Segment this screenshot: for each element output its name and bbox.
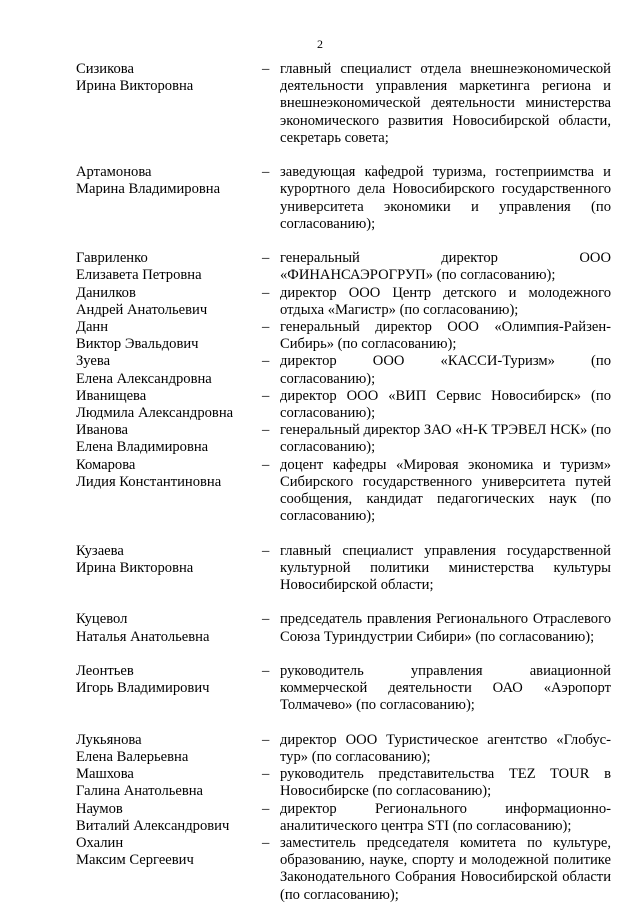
member-given-names: Галина Анатольевна bbox=[76, 783, 204, 800]
member-name bbox=[76, 766, 262, 800]
member-given-names: Максим Сергеевич bbox=[76, 852, 194, 869]
dash-separator: – bbox=[262, 800, 270, 817]
member-position: главный специалист отдела внешнеэкономической деятельности управления маркетинга региона и внешнеэкономической деятельности министерства экономического развития Новосибирской области, секретарь совета; bbox=[280, 61, 611, 146]
member-entry bbox=[76, 766, 611, 800]
member-given-names: Елизавета Петровна bbox=[76, 267, 202, 284]
dash-separator: – bbox=[262, 387, 270, 404]
member-given-names: Людмила Александровна bbox=[76, 405, 234, 422]
member-entry bbox=[76, 285, 611, 319]
dash-separator: – bbox=[262, 61, 270, 77]
member-surname: Куцевол bbox=[76, 611, 128, 628]
member-position: заместитель председателя комитета по культуре, образованию, науке, спорту и молодежной политике Законодательного Собрания Новосибирской области (по согласованию); bbox=[280, 835, 611, 903]
member-name bbox=[76, 801, 262, 835]
member-name bbox=[76, 285, 262, 319]
member-given-names: Виктор Эвальдович bbox=[76, 336, 199, 353]
member-name bbox=[76, 457, 262, 491]
member-given-names: Елена Валерьевна bbox=[76, 749, 189, 766]
member-given-names: Марина Владимировна bbox=[76, 181, 221, 198]
member-position: генеральный директор ЗАО «Н-К ТРЭВЕЛ НСК» (по согласованию); bbox=[280, 422, 611, 456]
member-surname: Артамонова bbox=[76, 164, 152, 181]
dash-separator: – bbox=[262, 663, 270, 680]
member-entry bbox=[76, 61, 611, 147]
council-members-list bbox=[76, 61, 611, 904]
member-given-names: Андрей Анатольевич bbox=[76, 301, 208, 318]
member-name bbox=[76, 611, 262, 645]
dash-separator: – bbox=[262, 250, 270, 267]
member-name bbox=[76, 732, 262, 766]
member-entry bbox=[76, 353, 611, 387]
member-entry bbox=[76, 457, 611, 526]
member-position: директор Регионального информационно-аналитического центра STI (по согласованию); bbox=[280, 800, 611, 834]
member-name bbox=[76, 164, 262, 198]
dash-separator: – bbox=[262, 164, 270, 181]
member-position: главный специалист управления государственной культурной политики министерства культуры Новосибирской области; bbox=[280, 542, 611, 594]
member-entry bbox=[76, 250, 611, 284]
dash-separator: – bbox=[262, 731, 270, 748]
member-surname: Иванова bbox=[76, 422, 128, 439]
dash-separator: – bbox=[262, 611, 270, 628]
member-entry bbox=[76, 835, 611, 904]
dash-separator: – bbox=[262, 353, 270, 370]
member-entry bbox=[76, 388, 611, 422]
member-entry bbox=[76, 164, 611, 233]
member-position: заведующая кафедрой туризма, гостеприимства и курортного дела Новосибирского государственного университета экономики и управления (по согласованию); bbox=[280, 164, 611, 232]
member-entry bbox=[76, 663, 611, 715]
dash-separator: – bbox=[262, 456, 270, 473]
dash-separator: – bbox=[262, 422, 270, 439]
member-position: директор ООО Центр детского и молодежного отдыха «Магистр» (по согласованию); bbox=[280, 284, 611, 318]
dash-separator: – bbox=[262, 835, 270, 852]
dash-separator: – bbox=[262, 542, 270, 559]
member-name bbox=[76, 61, 262, 95]
member-surname: Леонтьев bbox=[76, 663, 134, 680]
member-position: генеральный директор ООО «Олимпия-Райзен-Сибирь» (по согласованию); bbox=[280, 319, 611, 353]
member-surname: Зуева bbox=[76, 353, 111, 370]
member-given-names: Ирина Викторовна bbox=[76, 78, 194, 95]
member-entry bbox=[76, 611, 611, 645]
member-position: генеральный директор ООО «ФИНАНСАЭРОГРУП» (по согласованию); bbox=[280, 250, 611, 284]
member-given-names: Виталий Александрович bbox=[76, 817, 230, 834]
member-name bbox=[76, 663, 262, 697]
dash-separator: – bbox=[262, 766, 270, 783]
member-surname: Машхова bbox=[76, 766, 134, 783]
member-entry bbox=[76, 732, 611, 766]
member-given-names: Елена Александровна bbox=[76, 370, 212, 387]
member-surname: Охалин bbox=[76, 835, 124, 852]
member-entry bbox=[76, 801, 611, 835]
member-position: директор ООО «ВИП Сервис Новосибирск» (по согласованию); bbox=[280, 387, 611, 422]
member-name bbox=[76, 543, 262, 577]
member-position: доцент кафедры «Мировая экономика и туризм» Сибирского государственного университета путей сообщения, кандидат педагогических наук (по согласованию); bbox=[280, 456, 611, 525]
member-entry bbox=[76, 543, 611, 595]
member-position: руководитель управления авиационной коммерческой деятельности ОАО «Аэропорт Толмачево» (по согласованию); bbox=[280, 663, 611, 714]
member-given-names: Наталья Анатольевна bbox=[76, 628, 210, 645]
dash-separator: – bbox=[262, 319, 270, 336]
member-position: директор ООО Туристическое агентство «Глобус-тур» (по согласованию); bbox=[280, 731, 611, 766]
member-surname: Данилков bbox=[76, 284, 136, 301]
member-given-names: Ирина Викторовна bbox=[76, 559, 194, 576]
member-given-names: Лидия Константиновна bbox=[76, 473, 222, 490]
member-position: директор ООО «КАССИ-Туризм» (по согласованию); bbox=[280, 353, 611, 387]
member-surname: Иванищева bbox=[76, 387, 147, 404]
member-surname: Лукьянова bbox=[76, 731, 142, 748]
member-position: председатель правления Регионального Отраслевого Союза Туриндустрии Сибири» (по согласованию); bbox=[280, 611, 611, 645]
member-surname: Наумов bbox=[76, 800, 123, 817]
member-given-names: Игорь Владимирович bbox=[76, 680, 210, 697]
dash-separator: – bbox=[262, 284, 270, 301]
page-number: 2 bbox=[317, 37, 323, 51]
member-surname: Гавриленко bbox=[76, 250, 148, 267]
member-surname: Данн bbox=[76, 319, 109, 336]
member-given-names: Елена Владимировна bbox=[76, 439, 209, 456]
member-surname: Кузаева bbox=[76, 542, 124, 559]
member-name bbox=[76, 388, 262, 422]
member-name bbox=[76, 835, 262, 869]
member-name bbox=[76, 250, 262, 284]
member-entry bbox=[76, 319, 611, 353]
member-name bbox=[76, 353, 262, 387]
member-entry bbox=[76, 422, 611, 456]
member-name bbox=[76, 422, 262, 456]
member-name bbox=[76, 319, 262, 353]
member-position: руководитель представительства TEZ TOUR в Новосибирске (по согласованию); bbox=[280, 766, 611, 800]
member-surname: Комарова bbox=[76, 456, 136, 473]
member-surname: Сизикова bbox=[76, 61, 134, 77]
